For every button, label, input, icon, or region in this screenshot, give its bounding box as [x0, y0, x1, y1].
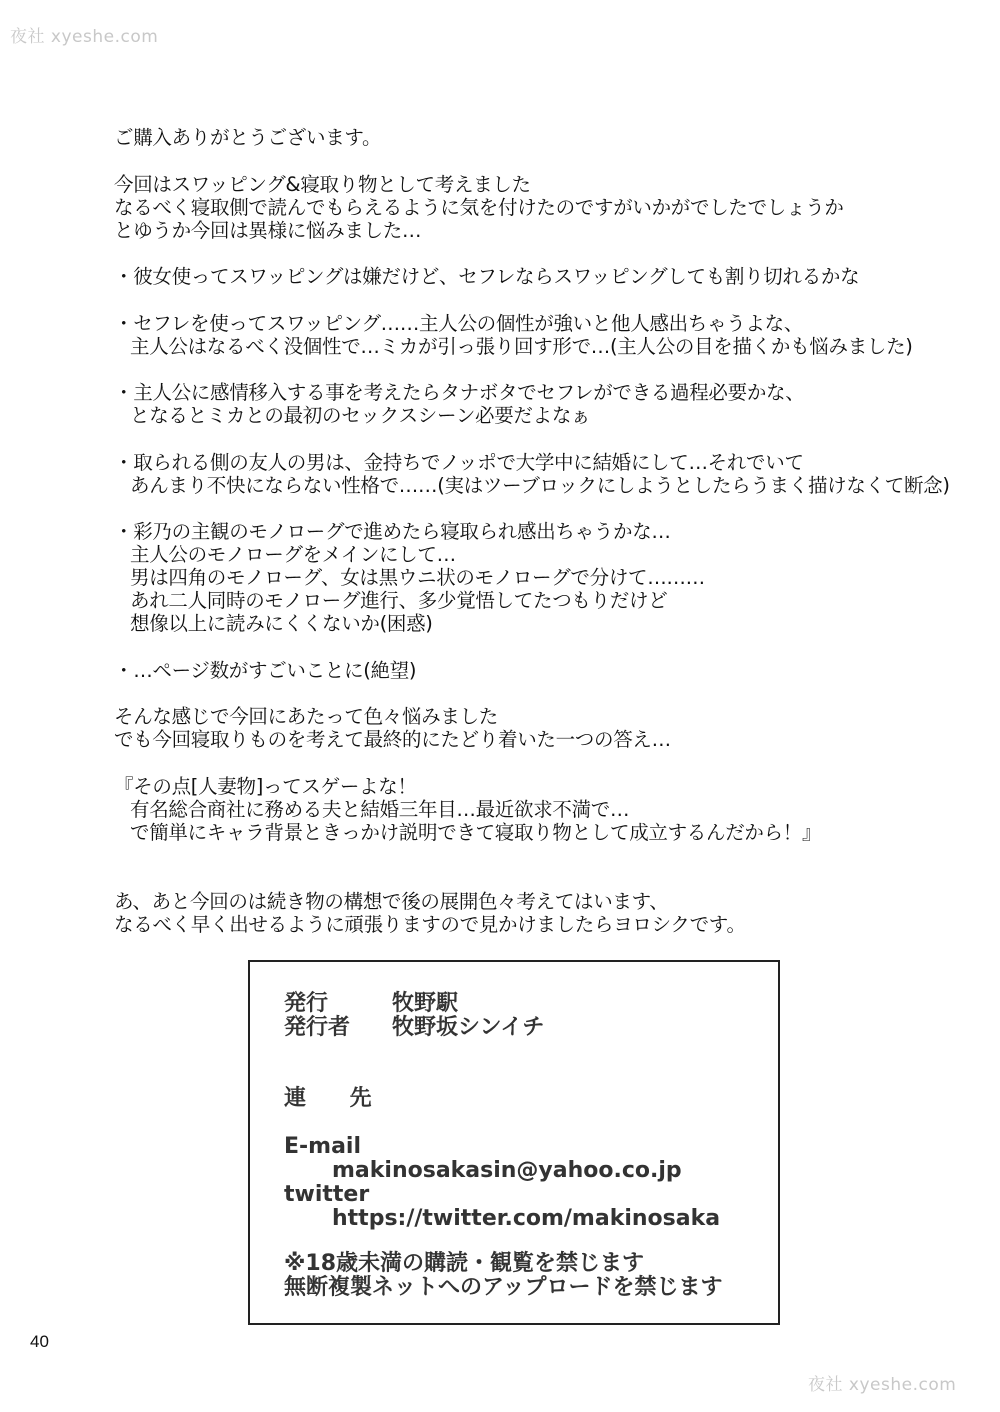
watermark-bottom-text: 夜社 xyeshe.com — [808, 1375, 957, 1395]
text-line: ・主人公に感情移入する事を考えたらタナボタでセフレができる過程必要かな、 — [114, 381, 805, 404]
text-line: 『その点[人妻物]ってスゲーよな！ — [114, 774, 417, 798]
text-line: ・…ページ数がすごいことに(絶望) — [114, 658, 417, 682]
text-line: ・彼女使ってスワッピングは嫌だけど、セフレならスワッピングしても割り切れるかな — [114, 265, 860, 288]
text-line: ご購入ありがとうございます。 — [114, 126, 382, 149]
afterword-text — [114, 126, 984, 959]
text-line: あ、あと今回のは続き物の構想で後の展開色々考えてはいます、 — [114, 889, 669, 913]
email-address: makinosakasin@yahoo.co.jp — [332, 1158, 682, 1183]
paragraph-thanks — [114, 126, 984, 149]
copy-restriction-notice: 無断複製ネットへのアップロードを禁じます — [284, 1275, 723, 1300]
publisher-label: 発行 — [284, 991, 329, 1016]
issuer-label: 発行者 — [284, 1015, 351, 1040]
paragraph-bullet-monologue — [114, 520, 984, 635]
watermark-top — [10, 22, 158, 47]
paragraph-bullet-empathy — [114, 381, 984, 427]
text-line: 想像以上に読みにくくないか(困惑) — [130, 612, 433, 635]
text-line: 男は四角のモノローグ、女は黒ウニ状のモノローグで分けて……… — [130, 566, 705, 589]
text-line: でも今回寝取りものを考えて最終的にたどり着いた一つの答え… — [114, 728, 671, 751]
watermark-bottom — [808, 1370, 956, 1395]
issuer-value: 牧野坂シンイチ — [392, 1015, 545, 1040]
page-number: 40 — [30, 1332, 49, 1351]
twitter-label: twitter — [284, 1182, 370, 1207]
text-line: なるべく寝取側で読んでもらえるように気を付けたのですがいかがでしたでしょうか — [114, 195, 844, 219]
text-line: なるべく早く出せるように頑張りますので見かけましたらヨロシクです。 — [114, 912, 746, 936]
colophon-box — [248, 960, 780, 1325]
text-line: あんまり不快にならない性格で……(実はツーブロックにしようとしたらうまく描けなくて断念) — [130, 473, 950, 497]
paragraph-concept — [114, 173, 984, 242]
text-line: ・取られる側の友人の男は、金持ちでノッポで大学中に結婚にして…それでいて — [114, 450, 804, 474]
text-line: 主人公のモノローグをメインにして… — [130, 543, 456, 566]
text-line: ・彩乃の主観のモノローグで進めたら寝取られ感出ちゃうかな… — [114, 520, 671, 543]
text-line: となるとミカとの最初のセックスシーン必要だよなぁ — [130, 404, 591, 427]
paragraph-closing — [114, 890, 984, 936]
text-line: あれ二人同時のモノローグ進行、多少覚悟してたつもりだけど — [130, 589, 668, 612]
paragraph-bullet-friend — [114, 451, 984, 497]
contact-label-text: 連 先 — [284, 1086, 390, 1111]
paragraph-bullet-girlfriend — [114, 265, 984, 288]
text-line: 今回はスワッピング&寝取り物として考えました — [114, 172, 531, 196]
publisher-value: 牧野駅 — [392, 991, 459, 1016]
text-line: そんな感じで今回にあたって色々悩みました — [114, 705, 499, 728]
paragraph-bullet-protagonist — [114, 312, 984, 358]
text-line: とゆうか今回は異様に悩みました… — [114, 218, 422, 242]
text-line: ・セフレを使ってスワッピング……主人公の個性が強いと他人感出ちゃうよな、 — [114, 311, 804, 335]
email-label: E-mail — [284, 1134, 362, 1159]
twitter-url: https://twitter.com/makinosaka — [332, 1206, 721, 1231]
paragraph-conclusion — [114, 705, 984, 751]
paragraph-quote — [114, 775, 984, 844]
text-line: で簡単にキャラ背景ときっかけ説明できて寝取り物として成立するんだから！』 — [130, 820, 822, 844]
age-restriction-notice: ※18歳未満の購読・観覧を禁じます — [284, 1251, 645, 1276]
contact-label — [284, 1087, 390, 1111]
watermark-top-text: 夜社 xyeshe.com — [10, 27, 159, 47]
paragraph-bullet-pages — [114, 659, 984, 682]
text-line: 有名総合商社に務める夫と結婚三年目…最近欲求不満で… — [130, 797, 630, 821]
text-line: 主人公はなるべく没個性で…ミカが引っ張り回す形で…(主人公の目を描くかも悩みました) — [130, 334, 913, 358]
